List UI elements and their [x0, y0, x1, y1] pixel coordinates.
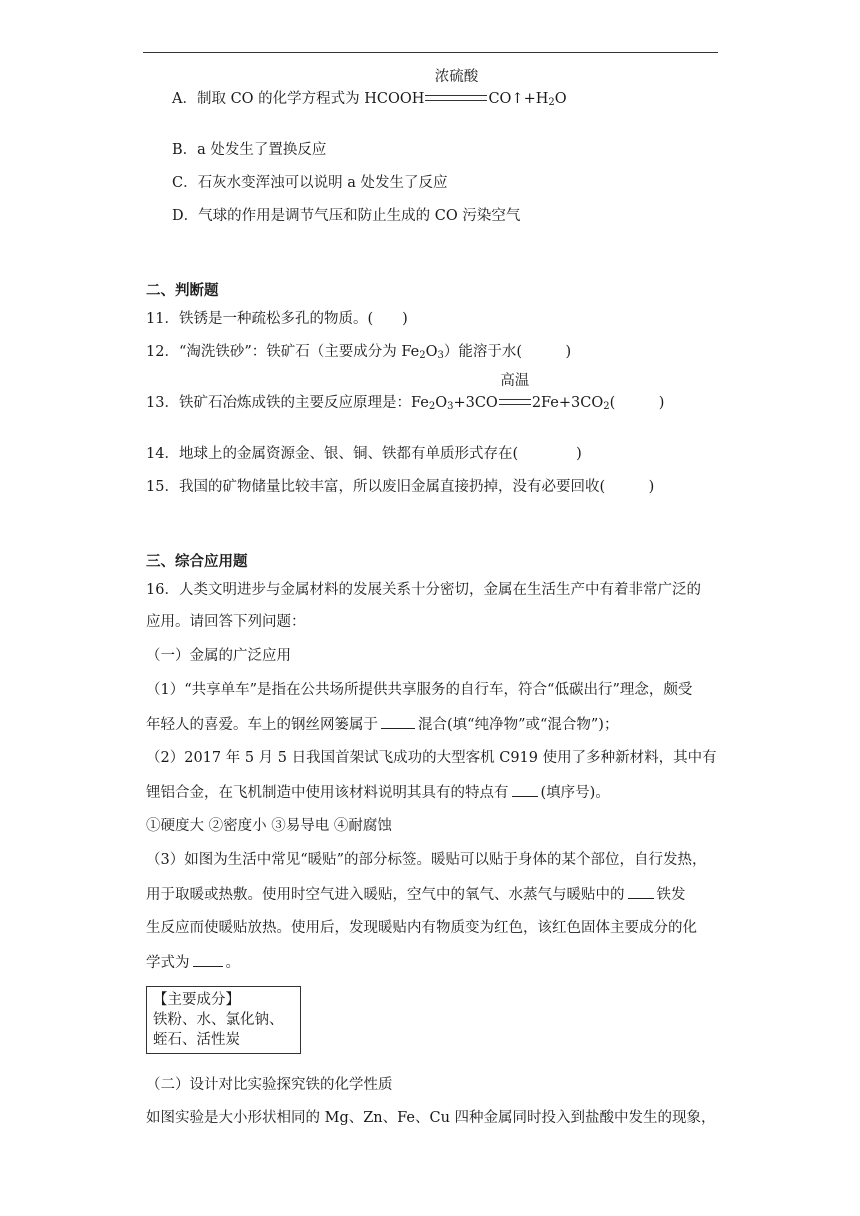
q10-option-c: C．石灰水变浑浊可以说明 a 处发生了反应: [172, 175, 448, 191]
part-2-intro-line: 如图实验是大小形状相同的 Mg、Zn、Fe、Cu 四种金属同时投入到盐酸中发生的现象，: [146, 1110, 716, 1126]
header-rule: [143, 52, 718, 53]
sub-question-2-options: ①硬度大 ②密度小 ③易导电 ④耐腐蚀: [146, 818, 392, 834]
question-15: 15．我国的矿物储量比较丰富，所以废旧金属直接扔掉，没有必要回收( ): [146, 479, 655, 495]
question-14: 14．地球上的金属资源金、银、铜、铁都有单质形式存在( ): [146, 446, 582, 462]
equation-arrow: 浓硫酸: [425, 89, 487, 109]
q10-option-b: B．a 处发生了置换反应: [172, 142, 327, 158]
part-1-title: （一）金属的广泛应用: [146, 648, 291, 664]
question-12: 12．“淘洗铁砂”：铁矿石（主要成分为 $Fe_2O_3$）能溶于水( ): [146, 344, 572, 361]
sub-question-3-line-4: 学式为 。: [146, 952, 240, 973]
answer-blank: [381, 714, 415, 729]
sub-question-2-line-2: 锂铝合金，在飞机制造中使用该材料说明其具有的特点有 (填序号)。: [146, 782, 610, 803]
sub-question-1-line-1: （1）“共享单车”是指在公共场所提供共享服务的自行车，符合“低碳出行”理念，颇受: [146, 682, 693, 698]
label-title: 【主要成分】: [153, 992, 240, 1008]
sub-question-3-line-1: （3）如图为生活中常见“暖贴”的部分标签。暖贴可以贴于身体的某个部位，自行发热，: [146, 852, 707, 868]
sub-question-1-line-2: 年轻人的喜爱。车上的钢丝网篓属于 混合(填“纯净物”或“混合物”)；: [146, 714, 618, 735]
question-13: 13．铁矿石冶炼成铁的主要反应原理是：$Fe_2O_3+3CO$ 高温 $2Fe+3CO_2$( ): [146, 373, 665, 412]
answer-blank: [628, 884, 654, 899]
label-line-2: 蛭石、活性炭: [153, 1032, 240, 1048]
question-16-line-2: 应用。请回答下列问题：: [146, 614, 306, 630]
answer-blank: [512, 782, 538, 797]
hand-warmer-label-box: [146, 986, 301, 1054]
equation-arrow: 高温: [499, 393, 531, 413]
sub-question-3-line-3: 生反应而使暖贴放热。使用后，发现暖贴内有物质变为红色，该红色固体主要成分的化: [146, 920, 697, 936]
part-2-title: （二）设计对比实验探究铁的化学性质: [146, 1077, 393, 1093]
answer-blank: [193, 952, 223, 967]
sub-question-3-line-2: 用于取暖或热敷。使用时空气进入暖贴，空气中的氧气、水蒸气与暖贴中的 铁发: [146, 884, 686, 905]
question-16-line-1: 16．人类文明进步与金属材料的发展关系十分密切，金属在生活生产中有着非常广泛的: [146, 582, 701, 598]
sub-question-2-line-1: （2）2017 年 5 月 5 日我国首架试飞成功的大型客机 C919 使用了多种新材料，其中有: [146, 750, 717, 766]
question-11: 11．铁锈是一种疏松多孔的物质。( ): [146, 311, 408, 327]
section-title-judgement: 二、判断题: [146, 282, 219, 299]
q10-option-a: A．制取 CO 的化学方程式为 HCOOH 浓硫酸 $CO↑+H_2O$: [172, 69, 567, 108]
q10-option-d: D．气球的作用是调节气压和防止生成的 CO 污染空气: [172, 208, 521, 224]
label-line-1: 铁粉、水、氯化钠、: [153, 1012, 284, 1028]
section-title-application: 三、综合应用题: [146, 553, 248, 570]
